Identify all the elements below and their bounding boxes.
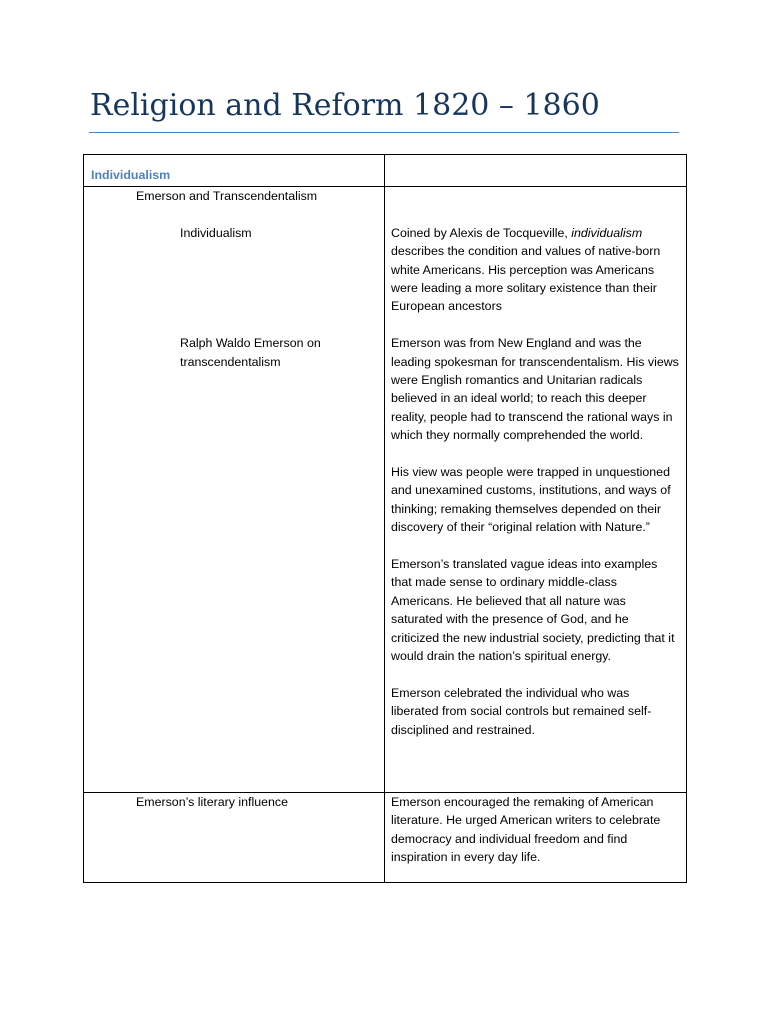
term-emerson-transcendentalism: Ralph Waldo Emerson on transcendentalism [180,336,321,369]
definition-cell [385,793,687,883]
paragraph-emerson-1: Emerson was from New England and was the leading spokesman for transcendentalism. His views were English romantics and Unitarian radicals believed in an ideal world; to reach this deeper reality, people had to transcend the rational ways in which they normally comprehended the world. [391,336,679,443]
paragraph-emerson-3: Emerson’s translated vague ideas into examples that made sense to ordinary middle-class Americans. He believed that all nature was saturated with the presence of God, and he criticized the new industrial society, predicting that it would drain the nation’s spiritual energy. [391,557,675,664]
page-title: Religion and Reform 1820 – 1860 [90,88,600,123]
definition-individualism [391,224,680,316]
definition-text: Coined by Alexis de Tocqueville, [391,225,572,240]
table-header-row [84,155,687,187]
title-underline [89,132,679,133]
header-right-cell [385,155,687,187]
definitions-cell [385,187,687,793]
paragraph-emerson-4: Emerson celebrated the individual who was liberated from social controls but remained self-disciplined and restrained. [391,685,652,737]
definition-literary-influence: Emerson encouraged the remaking of American literature. He urged American writers to celebrate democracy and individual freedom and find inspiration in every day life. [391,795,661,865]
section-header: Individualism [91,168,171,182]
term-individualism: Individualism [180,225,252,240]
notes-table [83,154,687,883]
terms-cell [84,187,385,793]
term-literary-influence: Emerson’s literary influence [136,795,288,809]
table-row [84,793,687,883]
table-row [84,187,687,793]
paragraph-emerson-2: His view was people were trapped in unquestioned and unexamined customs, institutions, and ways of thinking; remaking themselves depended on their discovery of their “original relation with Nature.” [391,465,671,535]
header-left-cell [84,155,385,187]
definition-text: describes the condition and values of native-born white Americans. His perception was Americans were leading a more solitary existence than their European ancestors [391,244,661,314]
term-cell [84,793,385,883]
topic-heading: Emerson and Transcendentalism [136,189,318,203]
definition-emphasis: individualism [571,225,643,240]
